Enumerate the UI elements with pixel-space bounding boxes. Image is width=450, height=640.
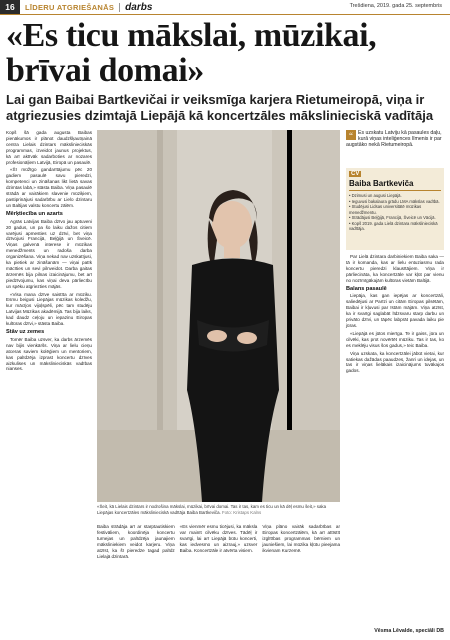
cv-box: [346, 168, 444, 250]
issue-date: Trešdiena, 2019. gada 25. septembris: [349, 3, 442, 9]
article-headline: «Es ticu mākslai, mūzikai, brīvai domai»: [6, 17, 377, 89]
subheading-1: Mērķtiecība un azarts: [6, 210, 63, 217]
cv-tag: CV: [351, 171, 360, 177]
cv-item: • Strādājusi Beļģijā, Francijā, Šveicē un Vācijā.: [349, 215, 436, 221]
photo-caption-text: «Šeit, kā Lielais dzintars ir nodrošina mākslai, mūzikai, brīvai domai. Tas ir tas, kam es ticu un kā dēļ esmu šeit,» saka Liepājas koncertzāles mākslinieciskā vadītāja Baiba Bartkevičа.: [97, 504, 327, 515]
portrait-photo: [97, 130, 340, 502]
byline: Vēsma Lēvalde, speciāli DB: [374, 628, 444, 634]
body-paragraph: Baiba strādāja arī ar starptautiskiem festivāliem, koordinēja koncertu turnejas un palīdzēja jaunajiem māksliniekiem veidot karjeru. Viņa atzīst, ka šī pieredze tagad palīdz Lielajā dzintarā.: [97, 524, 175, 559]
body-paragraph: Liepāja, kas gan iepējas ar koncertzāli, saliedējusi ar Parīzi un citām Eiropas pilsētām, Baibai ir kļuvusi par īstām mājām. Viņa atzīst, ka ir svarīgi saglabāt līdzsvaru starp darbu un privāto dzīvi, un tāpēc labprāt pavada laiku pie jūras.: [346, 293, 444, 328]
photo-caption: [97, 504, 340, 515]
quote-mark-icon: “: [346, 130, 356, 140]
body-paragraph: «Visa mana dzīve saistīta ar mūziku. Esmu beigusi Liepājas mūzikas koledžu, kur mācījos vijoļspēli, pēc tam studēju Latvijas Mūzikas akadēmijā. Tas bija laiks, kad daudz ceļoju un iepazinu Eiropas kultūras dzīvi,» stāsta Baiba.: [6, 291, 92, 327]
article-column-4: [346, 254, 444, 376]
body-paragraph: «Es vienmēr esmu ticējusi, ka māksla var mainīt cilvēku dzīves. Tādēļ ir svarīgi, lai arī Liepājā būtu koncerti, kas iedvesmo un aizrauj,» uzsver Baiba. Koncertzāle ir atvērta visiem.: [179, 524, 258, 553]
body-paragraph: Tomēr Baiba uzsver, ka darbs ārzemēs nav bijis vienkāršs. Viņa ar lielu cieņu atceras saviem kolēģiem un mentoriem, kas palīdzēja izprast koncertu dzīves aizkulises un mākslinieciskās vadības nianses.: [6, 336, 92, 372]
body-paragraph: Viņa uzskata, ka koncertzālei jābūt vietai, kur satiekas dažādas paaudzes, žanri un idejas, un tas ir viņas lielākais izaicinājums tuvākajos gados.: [346, 350, 444, 374]
body-paragraph: Agrās Latvijas Baiba dzīvo jau aptuveni 20 gadus, un pa šo laiku dažos citiem varējusi apmesties uz dzīvi, bet viņa dzīvojusi Francijā, Beļģijā un Šveicē. Viņas galvenā interese ir mūzikas menedžments un radoša darba organizēšana. Viņa nekad nav uzskatījusi, ka pietiek ar zināšanām — viņai patīk mācīties un sevi pilnveidot. Darba gaitas ārzemēs bija pilnas izaicinājumu, bet arī piedzīvojumu, kas viņai deva pārliecību un spēku atgriezties mājās.: [6, 218, 92, 289]
body-paragraph: Viņa plāno vairāk sadarbības ar Eiropas koncertzālēm, kā arī attīstīt izglītības programmas bērniem un jauniešiem, lai mūzika kļūtu pieejama ikvienam Kurzemē.: [262, 524, 341, 553]
intro-paragraph: Kopš šā gada augusta Baibas pienākumos ir plānot daudzšķautņainā centra Lielais dzintars mākslinieciskās programmas, izveidot jaunus projektus, kā arī aktīvāk sadarboties ar nozares profesionāļiem Latvijā, Eiropā un pasaulē.: [6, 130, 92, 165]
cv-name: Baiba Bartkeviča: [349, 179, 414, 188]
header-rule: [0, 14, 450, 15]
subheading-2: Stāv uz zemes: [6, 329, 45, 335]
article-column-1: [6, 130, 92, 374]
rubric-label: darbs: [125, 1, 153, 13]
body-paragraph: «Liepājā es jūtos mierīga. Te ir gaiss, jūra un cilvēki, kas prot novērtēt mūziku. Tas ir tas, ko es meklēju visus šos gadus,» teic Baiba.: [346, 330, 444, 348]
section-label: LĪDERU ATGRIEŠANĀS: [25, 2, 115, 12]
subheading-3: Balans pasaulē: [346, 285, 387, 292]
portrait-illustration: [97, 130, 340, 502]
body-paragraph: Par Lielā dzintara darbiniekiem Baiba saka — tā ir komanda, kas ar lielu entuziasmu rada koncertu pieredzi klausītājiem. Viņa ir pārliecināta, ka koncertzāle var kļūt par vienu no nozīmīgākajām kultūras vietām Baltijā.: [346, 254, 444, 283]
cv-item: • Ieguvusi bakalaura grādu LMA mākslas vadībā.: [349, 198, 440, 204]
article-bottom-columns: [97, 524, 340, 559]
article-subhead: Lai gan Baibai Bartkevičai ir veiksmīga karjera Rietumeiropā, viņa ir atgriezusies dzimtajā Liepājā kā koncertzāles mākslinieciskā vadītāja: [6, 92, 434, 123]
pull-quote-text: Es uzskatu Latviju kā pasaules daļu, kurā viņas inteliģences līmenis ir par augstāko nekā Rietumeiropā.: [346, 130, 442, 149]
photo-credit: Foto: Kristaps Kalns: [221, 509, 262, 515]
cv-item: • Kopš 2019. gada Lielā dzintara mākslinieciskā vadītāja.: [349, 221, 438, 232]
page-header: [0, 0, 450, 14]
cv-divider: [349, 190, 441, 191]
intro-paragraph-2: «Šī mūžīgo gandarītājumu pēc 20 gadiem pasaulē savu pieredzi, kompetenci un zināšanas likt lietā savas dzimtas labā,» stāsta Baiba. Viņa pasaulē strādā ar vairākiem slavenie mūziķiem, pastiprinājusi sadarbību ar Lielo dzintaru un Baltijas valstu koncertu zālēm.: [6, 167, 92, 208]
cv-item: • Studējusi Lidsas universitātē mūzikas menedžmentu.: [349, 204, 422, 215]
cv-item: • Dzimusi un augusi Liepājā.: [349, 193, 402, 198]
pull-quote: [346, 130, 444, 149]
page-number: 16: [0, 0, 20, 14]
header-divider: [119, 3, 120, 12]
cv-header: [349, 171, 441, 177]
